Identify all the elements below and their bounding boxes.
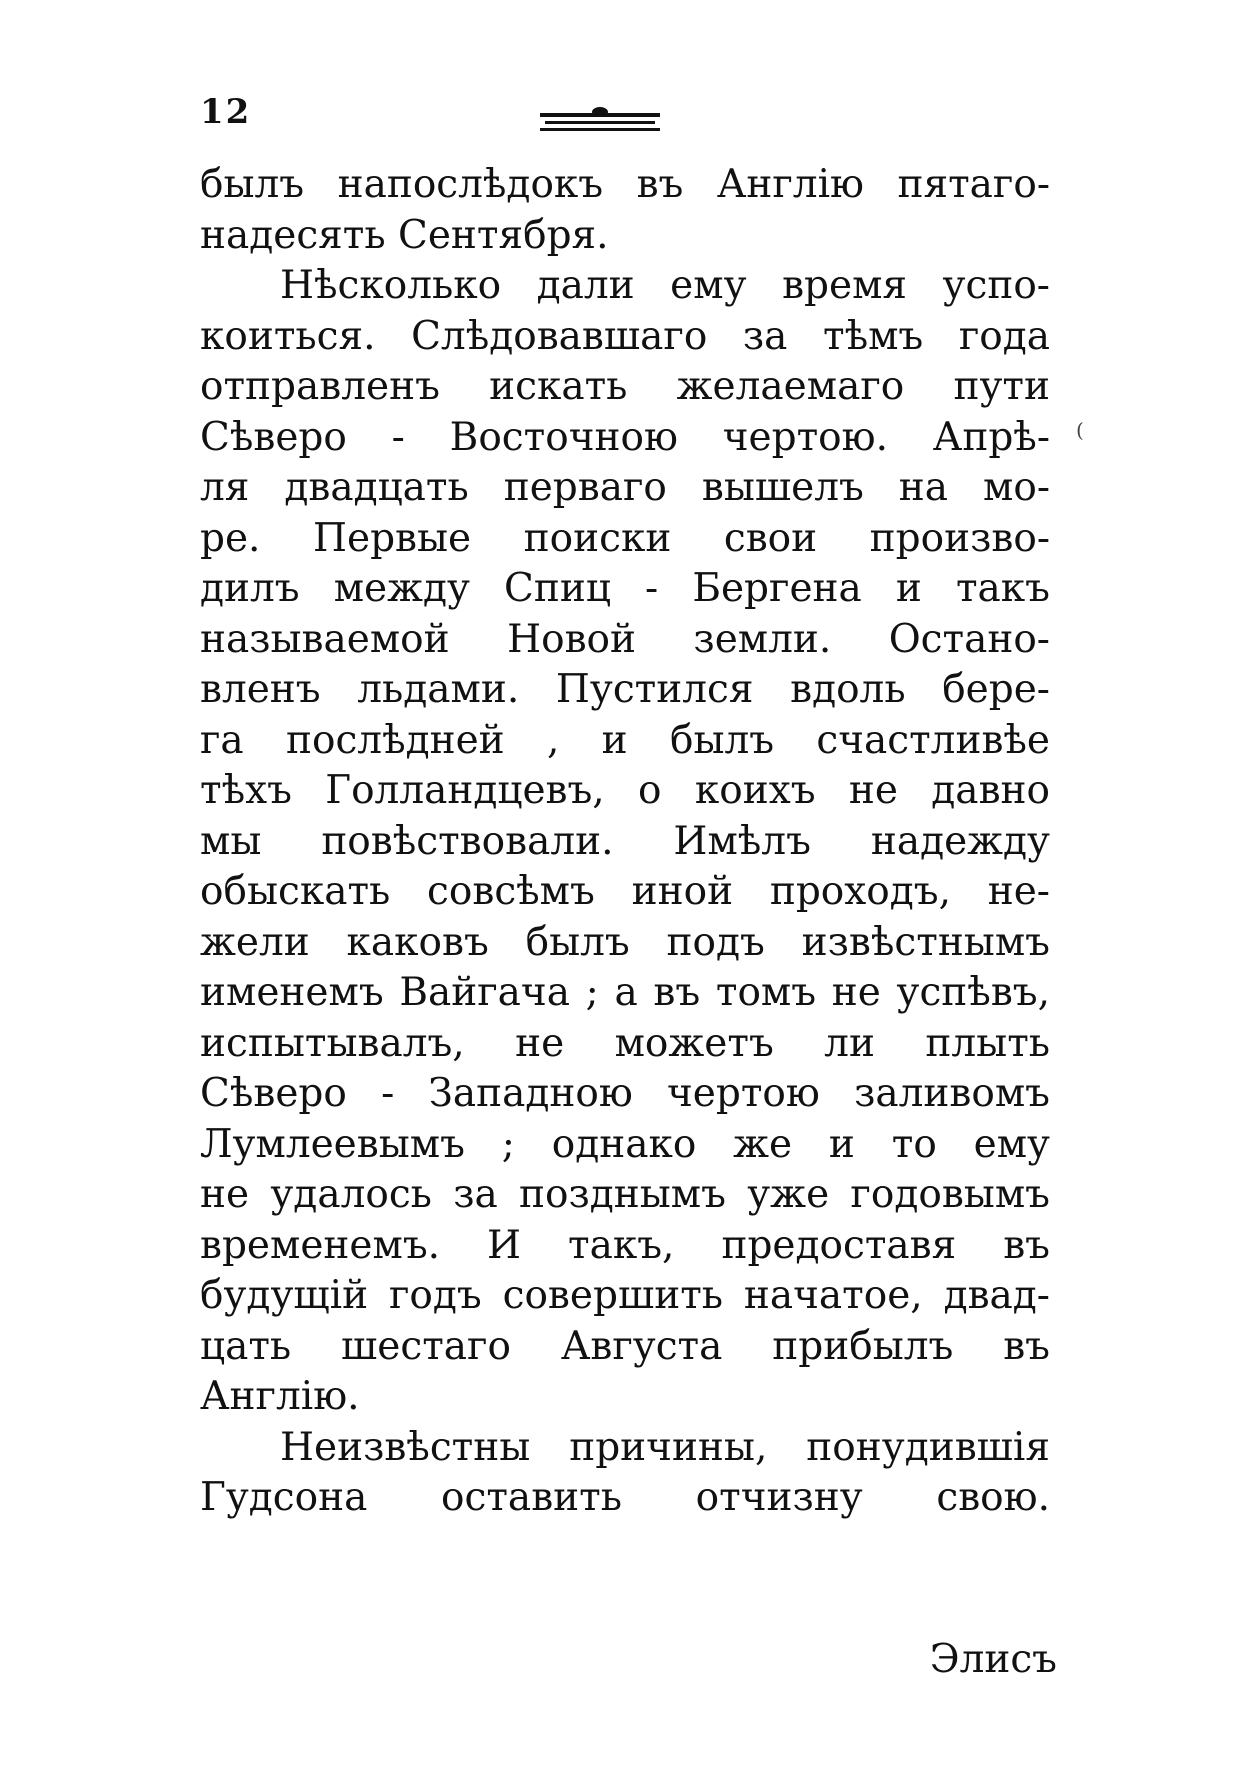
text-line: цать шестаго Августа прибылъ въ xyxy=(200,1323,1050,1369)
text-line: Сѣверо - Западною чертою заливомъ xyxy=(200,1071,1050,1116)
text-line: временемъ. И такъ, предоставя въ xyxy=(200,1222,1050,1268)
text-line: Англію. xyxy=(200,1374,360,1419)
header-ornament xyxy=(540,113,660,137)
text-line: не удалось за позднымъ уже годовымъ xyxy=(200,1172,1050,1217)
text-line: именемъ Вайгача ; а въ томъ не успѣвъ, xyxy=(200,970,1050,1015)
text-line: ре. Первые поиски свои произво- xyxy=(200,515,1050,561)
text-line: отправленъ искать желаемаго пути xyxy=(200,364,1050,409)
text-line: тѣхъ Голландцевъ, о коихъ не давно xyxy=(200,768,1050,813)
text-line: Нѣсколько дали ему время успо- xyxy=(280,263,1050,308)
text-line: былъ напослѣдокъ въ Англію пятаго- xyxy=(200,162,1050,207)
text-line: надесять Сентября. xyxy=(200,212,609,258)
margin-mark: ( xyxy=(1076,418,1084,442)
text-line: будущій годъ совершить начатое, двад- xyxy=(200,1273,1050,1318)
catchword: Элисъ xyxy=(929,1637,1057,1682)
text-line: жели каковъ былъ подъ извѣстнымъ xyxy=(200,919,1050,965)
text-line: Лумлеевымъ ; однако же и то ему xyxy=(200,1121,1050,1167)
text-line: Гудсона оставить отчизну свою. xyxy=(200,1475,1050,1520)
text-line: ля двадцать перваго вышелъ на мо- xyxy=(200,465,1050,510)
text-line: га послѣдней , и былъ счастливѣе xyxy=(200,717,1050,763)
text-line: испытывалъ, не можетъ ли плыть xyxy=(200,1020,1050,1066)
body-text xyxy=(200,160,1050,1524)
text-line: коиться. Слѣдовавшаго за тѣмъ года xyxy=(200,313,1050,359)
text-line: обыскать совсѣмъ иной проходъ, не- xyxy=(200,869,1050,914)
page-number: 12 xyxy=(200,92,252,132)
text-line: называемой Новой земли. Остано- xyxy=(200,616,1050,662)
text-line: Неизвѣстны причины, понудившія xyxy=(280,1424,1050,1470)
text-line: Сѣверо - Восточною чертою. Апрѣ- xyxy=(200,414,1050,460)
text-line: мы повѣствовали. Имѣлъ надежду xyxy=(200,818,1050,864)
text-line: дилъ между Спиц - Бергена и такъ xyxy=(200,566,1050,611)
text-line: вленъ льдами. Пустился вдоль бере- xyxy=(200,667,1050,712)
